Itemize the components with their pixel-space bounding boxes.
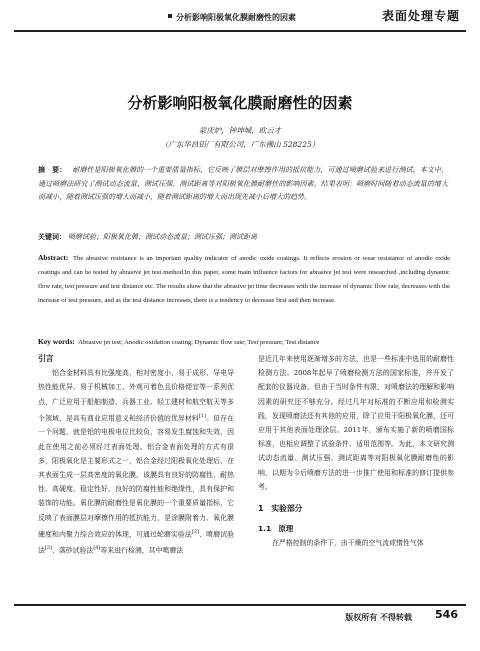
section-1-heading: 1 实验部分: [258, 504, 303, 514]
intro-paragraph: [38, 366, 234, 558]
intro-text-2: 。但存在一个问题，就是铝的电极电位比较负，容易发生腐蚀和失效，因此在使用之前必须经过表面处理。铝合金表面处理的方式有很多，阳极氧化是主要形式之一，铝合金经过阳极氧化处理后，在其表面生成一层高密度的氧化膜，该膜具有良好的防腐性、耐热性、高硬度、稳定性好、良好的防腐性能和绝缘性，具有保护和装饰的功能。氧化膜的耐磨性是氧化膜的一个重要质量指标，它反映了表面膜层对摩擦作用的抵抗能力，是涂膜附着力、氧化膜硬度和内聚力综合效应的体现，可通过轮磨实验法: [38, 414, 235, 539]
keywords-cn-text: 喷磨试验；阳极氧化膜；测试动态流量；测试压强；测试距离: [68, 233, 257, 241]
abstract-english: [38, 251, 450, 308]
keywords-english: [38, 335, 450, 350]
abstract-cn-label: 摘 要：: [38, 165, 67, 174]
header-divider: [14, 30, 466, 32]
article-authors: 蒙庆炉，钟坤城，欧云才: [198, 126, 282, 135]
article-title: 分析影响阳极氧化膜耐磨性的因素: [127, 94, 353, 112]
abstract-chinese: [38, 163, 448, 205]
abstract-en-text: The abrasive resistance is an important quality indicator of anodic oxide coatings. It reflects erosion or wear resistance of anodic oxide coatings and can be tested by abrasive jet test method.In this paper, some main influence factors for abrasive jet test were researched ,including dynamic flow rate, test pressure and test distance etc. The results show that the abrasive jet time decreases with the increase of dynamic flow rate, decreases with the increase of test pressure, and as the test distance increases, there is a tendency to decrease first and then increase.: [38, 255, 450, 304]
body-column-right: [258, 352, 454, 551]
abstract-cn-text: 耐磨性是阳极氧化膜的一个重要质量指标，它反映了膜层对摩擦作用的抵抗能力，可通过喷磨试验来进行测试。本文中，通过喷磨法研究了测试动态流量、测试压强、测试距离等对阳极氧化膜耐磨性的影响因素。结果表明：喷磨时间随着动态流量的增大而减小，随着测试压强的增大而减小，随着测试距离的增大而出现先减小后增大的趋势。: [38, 166, 449, 201]
intro-text-1: 铝合金材料具有比强度高、相对密度小、易于成形、导电导热性能优异、易于机械加工、外观可着色且价格便宜等一系列优点，广泛应用于船舶制造、兵器工业、轻工建材和航空航天等多个领域，是具有商业应用意义和经济价值的优异材料: [38, 369, 234, 423]
intro-heading: 引言: [38, 354, 54, 363]
citation-4[interactable]: [4]: [93, 545, 101, 552]
right-paragraph: 是近几年来使用逐渐增多的方法，也是一些标准中选用的耐磨性检测方法。2008年起早了喷磨检测方法的国家标准，并开发了配套的仪器设备。但由于当时条件有限，对喷磨法的理解和影响因素的研究还不够充分。经过几年对标准的不断应用和检测实践，发现喷磨法还有其他的应用，除了应用于阳极氧化膜，还可应用于其他表面处理涂层。2011年，颁布实施了新的喷磨国标标准，也相应调整了试验条件、适用范围等。为此，本文研究测试动态流量、测试压强、测试距离等对阳极氧化膜耐磨性的影响，以期为今后喷磨方法的进一步推广使用和标准的修订提供参考。: [258, 355, 454, 491]
keywords-en-text: Abrasive jet test; Anodic oxidation coating; Dynamic flow rate; Test pressure; Test distance: [78, 339, 320, 346]
intro-text-5: 等来进行检测，其中喷磨法: [100, 546, 184, 555]
keywords-chinese: [38, 230, 448, 244]
citation-1[interactable]: [1]: [198, 412, 207, 419]
article-affiliation: （广东华昌铝厂有限公司，广东佛山 528225）: [160, 140, 320, 149]
body-column-left: [38, 352, 234, 558]
section-label: 表面处理专题: [381, 9, 460, 23]
keywords-en-label: Key words:: [38, 337, 75, 346]
page-number: 546: [435, 608, 458, 621]
section-1-1-heading: 1.1 原理: [258, 524, 294, 534]
intro-text-4: 、落砂试验法: [51, 546, 94, 555]
footer-divider: [14, 604, 466, 606]
abstract-en-label: Abstract:: [38, 253, 69, 262]
section-1-1-text: 在严格控制的条件下，由干燥的空气流或惰性气体: [272, 539, 424, 548]
citation-3[interactable]: [3]: [44, 545, 52, 552]
header-bullet-icon: [168, 14, 172, 18]
citation-2[interactable]: [2]: [191, 528, 200, 535]
running-header: [0, 0, 480, 32]
copyright-notice: 版权所有 不得转载: [345, 613, 412, 622]
keywords-cn-label: 关键词：: [38, 232, 66, 241]
running-title: 分析影响阳极氧化膜耐磨性的因素: [176, 13, 296, 22]
intro-text-3: 、喷磨试验法: [38, 530, 234, 555]
